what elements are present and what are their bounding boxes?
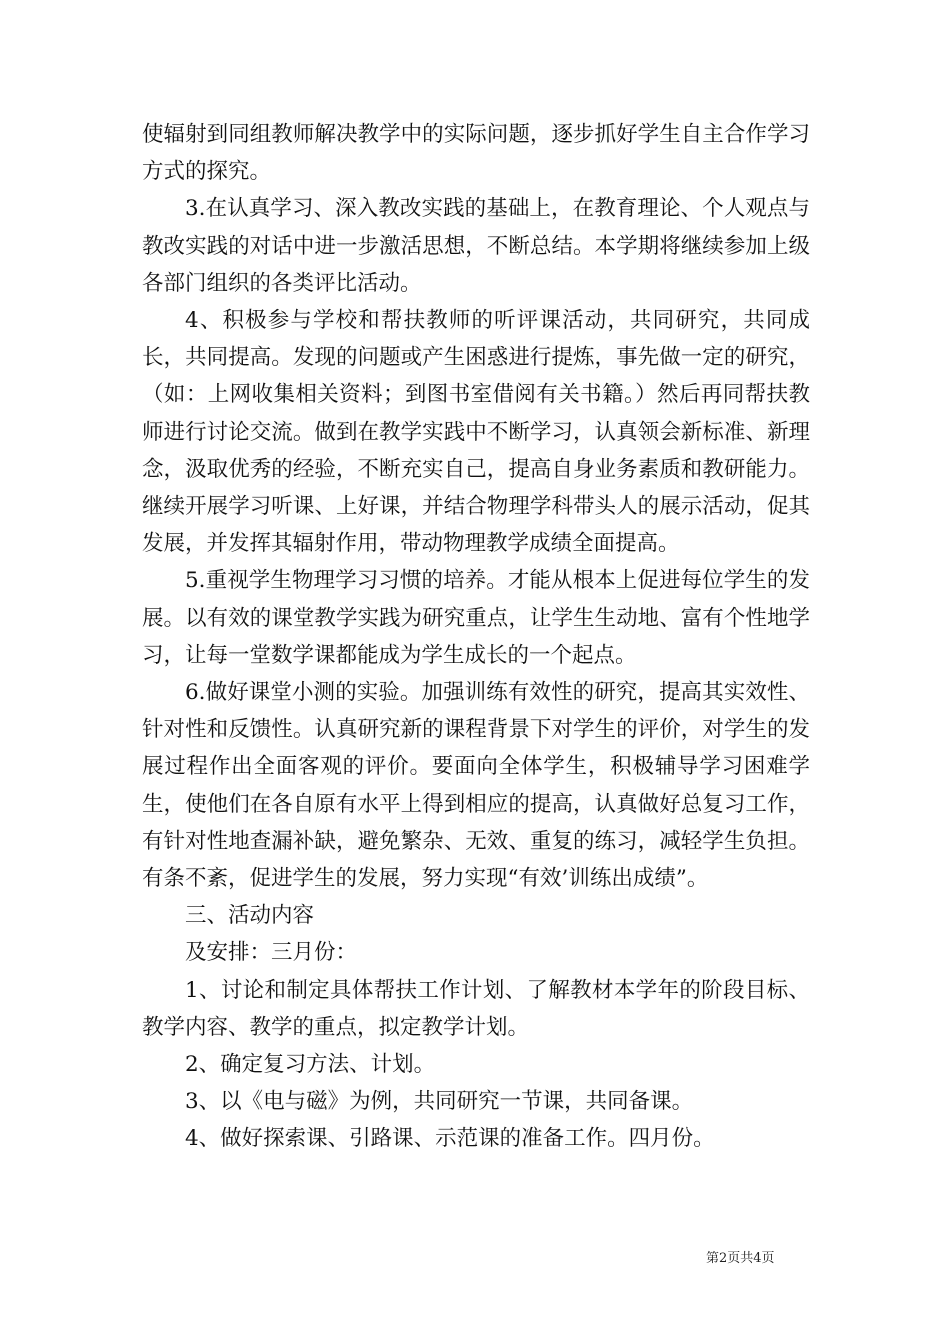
page-number-footer: 第2页共4页: [706, 1251, 775, 1266]
paragraph-item-6: 6.做好课堂小测的实验。加强训练有效性的研究，提高其实效性、针对性和反馈性。认真研究新的课程背景下对学生的评价，对学生的发展过程作出全面客观的评价。要面向全体学生，积极辅导学习困难学生，使他们在各自原有水平上得到相应的提高，认真做好总复习工作，有针对性地查漏补缺，避免繁杂、无效、重复的练习，减轻学生负担。有条不紊，促进学生的发展，努力实现“有效’训练出成绩”。: [142, 680, 810, 892]
schedule-item-4: 4、做好探索课、引路课、示范课的准备工作。四月份。: [185, 1126, 715, 1152]
paragraph-continuation: 使辐射到同组教师解决教学中的实际问题，逐步抓好学生自主合作学习方式的探究。: [142, 122, 810, 185]
schedule-item-3: 3、以《电与磁》为例，共同研究一节课，共同备课。: [185, 1089, 694, 1115]
schedule-march-heading: 及安排：三月份：: [185, 940, 358, 966]
document-body: [142, 116, 810, 1158]
section-heading-activities: 三、活动内容: [185, 903, 315, 929]
schedule-item-2: 2、确定复习方法、计划。: [185, 1052, 436, 1078]
paragraph-item-3: 3.在认真学习、深入教改实践的基础上，在教育理论、个人观点与教改实践的对话中进一步激活思想，不断总结。本学期将继续参加上级各部门组织的各类评比活动。: [142, 196, 810, 296]
paragraph-item-4: 4、积极参与学校和帮扶教师的听评课活动，共同研究，共同成长，共同提高。发现的问题或产生困惑进行提炼，事先做一定的研究，（如：上网收集相关资料；到图书室借阅有关书籍。）然后再同帮扶教师进行讨论交流。做到在教学实践中不断学习，认真领会新标准、新理念，汲取优秀的经验，不断充实自己，提高自身业务素质和教研能力。继续开展学习听课、上好课，并结合物理学科带头人的展示活动，促其发展，并发挥其辐射作用，带动物理教学成绩全面提高。: [142, 308, 810, 557]
paragraph-item-5: 5.重视学生物理学习习惯的培养。才能从根本上促进每位学生的发展。以有效的课堂教学实践为研究重点，让学生生动地、富有个性地学习，让每一堂数学课都能成为学生成长的一个起点。: [142, 568, 810, 668]
schedule-item-1: 1、讨论和制定具体帮扶工作计划、了解教材本学年的阶段目标、教学内容、教学的重点，拟定教学计划。: [142, 977, 810, 1040]
